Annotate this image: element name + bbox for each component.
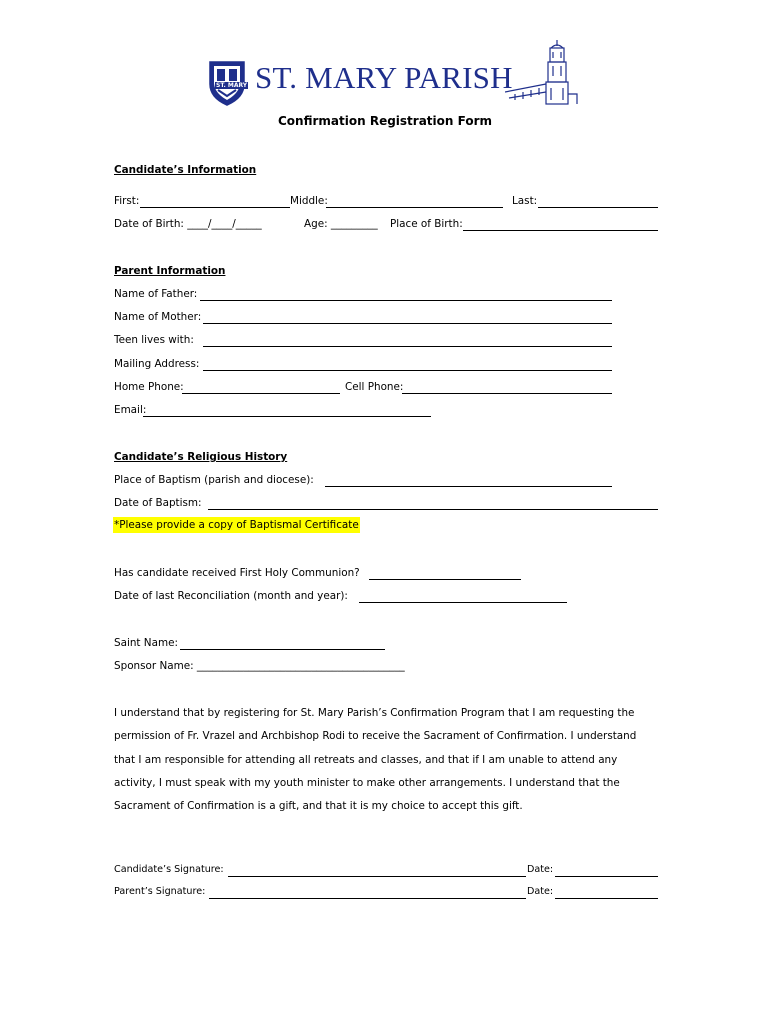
first-name-label: First: <box>114 195 140 207</box>
home-phone-label: Home Phone: <box>114 381 184 393</box>
last-name-label: Last: <box>512 195 538 207</box>
candidate-date-field[interactable] <box>555 876 658 877</box>
statement-line: Sacrament of Confirmation is a gift, and that it is my choice to accept this gift. <box>114 800 523 813</box>
reconciliation-label: Date of last Reconciliation (month and year): <box>114 590 348 602</box>
parent-signature-field[interactable] <box>209 898 526 899</box>
statement-line: that I am responsible for attending all retreats and classes, and that if I am unable to attend any <box>114 753 618 766</box>
first-name-field[interactable] <box>140 207 290 208</box>
certificate-note-wrapper <box>113 519 360 531</box>
baptism-date-label: Date of Baptism: <box>114 497 202 509</box>
mother-name-label: Name of Mother: <box>114 311 202 323</box>
parent-date-label: Date: <box>527 886 554 897</box>
email-label: Email: <box>114 404 147 416</box>
shield-label: ST. MARY <box>216 82 248 89</box>
parish-logo-text: ST. MARY PARISH <box>255 60 513 95</box>
sponsor-name-field[interactable]: Sponsor Name: ________________________________________ <box>114 660 405 672</box>
mailing-address-field[interactable] <box>203 370 612 371</box>
candidate-signature-label: Candidate’s Signature: <box>114 864 224 875</box>
church-tower-icon <box>505 36 580 108</box>
middle-name-label: Middle: <box>290 195 328 207</box>
home-phone-field[interactable] <box>182 393 340 394</box>
confirmation-statement <box>114 702 658 818</box>
father-name-label: Name of Father: <box>114 288 198 300</box>
statement-line: I understand that by registering for St. Mary Parish’s Confirmation Program that I am requesting the <box>114 707 635 719</box>
last-name-field[interactable] <box>538 207 658 208</box>
parent-date-field[interactable] <box>555 898 658 899</box>
parent-info-heading: Parent Information <box>114 265 226 277</box>
saint-name-field[interactable] <box>180 649 385 650</box>
candidate-info-heading: Candidate’s Information <box>114 164 257 176</box>
teen-lives-with-label: Teen lives with: <box>114 334 194 346</box>
religious-history-heading: Candidate’s Religious History <box>114 451 288 463</box>
email-field[interactable] <box>143 416 431 417</box>
birthplace-field[interactable] <box>463 230 658 231</box>
form-title: Confirmation Registration Form <box>278 114 492 128</box>
baptism-date-field[interactable] <box>208 509 658 510</box>
saint-name-label: Saint Name: <box>114 637 178 649</box>
middle-name-field[interactable] <box>326 207 503 208</box>
baptism-place-field[interactable] <box>325 486 612 487</box>
dob-field[interactable]: Date of Birth: ____/____/_____ <box>114 218 262 230</box>
reconciliation-field[interactable] <box>359 602 567 603</box>
parent-signature-label: Parent’s Signature: <box>114 886 206 897</box>
father-name-field[interactable] <box>200 300 612 301</box>
mailing-address-label: Mailing Address: <box>114 358 200 370</box>
mother-name-field[interactable] <box>203 323 612 324</box>
statement-line: activity, I must speak with my youth minister to make other arrangements. I understand that the <box>114 776 620 789</box>
certificate-note: *Please provide a copy of Baptismal Certificate <box>114 519 359 531</box>
communion-label: Has candidate received First Holy Communion? <box>114 567 360 579</box>
cell-phone-field[interactable] <box>402 393 612 394</box>
statement-line: permission of Fr. Vrazel and Archbishop Rodi to receive the Sacrament of Confirmation. I understand <box>114 730 637 743</box>
age-field[interactable]: Age: _________ <box>304 218 378 230</box>
teen-lives-with-field[interactable] <box>203 346 612 347</box>
birthplace-label: Place of Birth: <box>390 218 463 230</box>
communion-field[interactable] <box>369 579 521 580</box>
candidate-signature-field[interactable] <box>228 876 526 877</box>
cell-phone-label: Cell Phone: <box>345 381 404 393</box>
baptism-place-label: Place of Baptism (parish and diocese): <box>114 474 314 486</box>
candidate-date-label: Date: <box>527 864 554 875</box>
